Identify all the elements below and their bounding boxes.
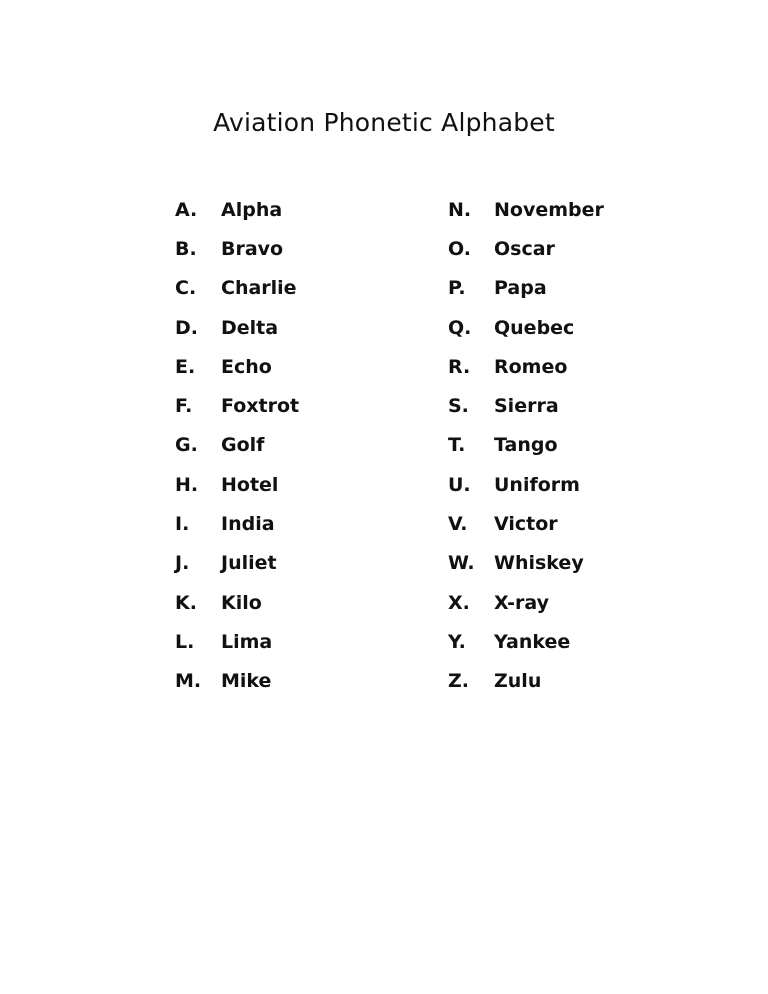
letter-label: P.: [448, 277, 466, 300]
code-word: Zulu: [494, 670, 542, 693]
code-word: Golf: [221, 434, 265, 457]
letter-label: Y.: [448, 630, 466, 653]
letter-label: K.: [175, 591, 197, 614]
code-word: Quebec: [494, 316, 575, 339]
code-word: Hotel: [221, 473, 279, 496]
letter-label: U.: [448, 473, 471, 496]
list-item: [175, 465, 299, 504]
code-word: Juliet: [221, 552, 277, 575]
left-column: [175, 190, 299, 701]
code-word: November: [494, 198, 604, 221]
code-word: Sierra: [494, 395, 559, 418]
list-item: [448, 662, 604, 701]
letter-label: J.: [175, 552, 190, 575]
list-item: [448, 465, 604, 504]
code-word: Bravo: [221, 237, 284, 260]
code-word: Uniform: [494, 473, 580, 496]
list-item: [448, 229, 604, 268]
page-title: [0, 108, 768, 137]
letter-label: N.: [448, 198, 472, 221]
list-item: [175, 347, 299, 386]
list-item: [448, 386, 604, 425]
code-word: Victor: [494, 513, 558, 536]
right-column: [448, 190, 604, 701]
list-item: [448, 622, 604, 661]
page-title-text: Aviation Phonetic Alphabet: [213, 108, 555, 137]
list-item: [175, 426, 299, 465]
list-item: [448, 308, 604, 347]
list-item: [448, 426, 604, 465]
code-word: Kilo: [221, 591, 262, 614]
code-word: Whiskey: [494, 552, 584, 575]
letter-label: S.: [448, 395, 469, 418]
letter-label: B.: [175, 237, 197, 260]
code-word: Mike: [221, 670, 272, 693]
letter-label: T.: [448, 434, 466, 457]
letter-label: L.: [175, 630, 195, 653]
list-item: [448, 504, 604, 543]
list-item: [448, 583, 604, 622]
list-item: [448, 347, 604, 386]
code-word: Papa: [494, 277, 547, 300]
letter-label: Z.: [448, 670, 469, 693]
list-item: [175, 662, 299, 701]
code-word: Foxtrot: [221, 395, 300, 418]
letter-label: H.: [175, 473, 199, 496]
code-word: Delta: [221, 316, 279, 339]
list-item: [175, 622, 299, 661]
letter-label: X.: [448, 591, 470, 614]
code-word: Lima: [221, 630, 273, 653]
list-item: [175, 504, 299, 543]
list-item: [448, 544, 604, 583]
letter-label: A.: [175, 198, 198, 221]
list-item: [175, 544, 299, 583]
letter-label: O.: [448, 237, 471, 260]
letter-label: C.: [175, 277, 197, 300]
code-word: Oscar: [494, 237, 555, 260]
letter-label: M.: [175, 670, 202, 693]
list-item: [448, 190, 604, 229]
code-word: X-ray: [494, 591, 549, 614]
code-word: Tango: [494, 434, 558, 457]
letter-label: Q.: [448, 316, 472, 339]
list-item: [175, 583, 299, 622]
letter-label: E.: [175, 355, 196, 378]
list-item: [448, 269, 604, 308]
code-word: Yankee: [494, 630, 571, 653]
code-word: Charlie: [221, 277, 297, 300]
list-item: [175, 229, 299, 268]
letter-label: V.: [448, 513, 468, 536]
letter-label: I.: [175, 513, 190, 536]
letter-label: D.: [175, 316, 198, 339]
list-item: [175, 386, 299, 425]
letter-label: R.: [448, 355, 471, 378]
letter-label: F.: [175, 395, 193, 418]
list-item: [175, 308, 299, 347]
list-item: [175, 269, 299, 308]
code-word: Echo: [221, 355, 272, 378]
code-word: India: [221, 513, 275, 536]
code-word: Alpha: [221, 198, 283, 221]
letter-label: G.: [175, 434, 198, 457]
list-item: [175, 190, 299, 229]
letter-label: W.: [448, 552, 475, 575]
code-word: Romeo: [494, 355, 568, 378]
